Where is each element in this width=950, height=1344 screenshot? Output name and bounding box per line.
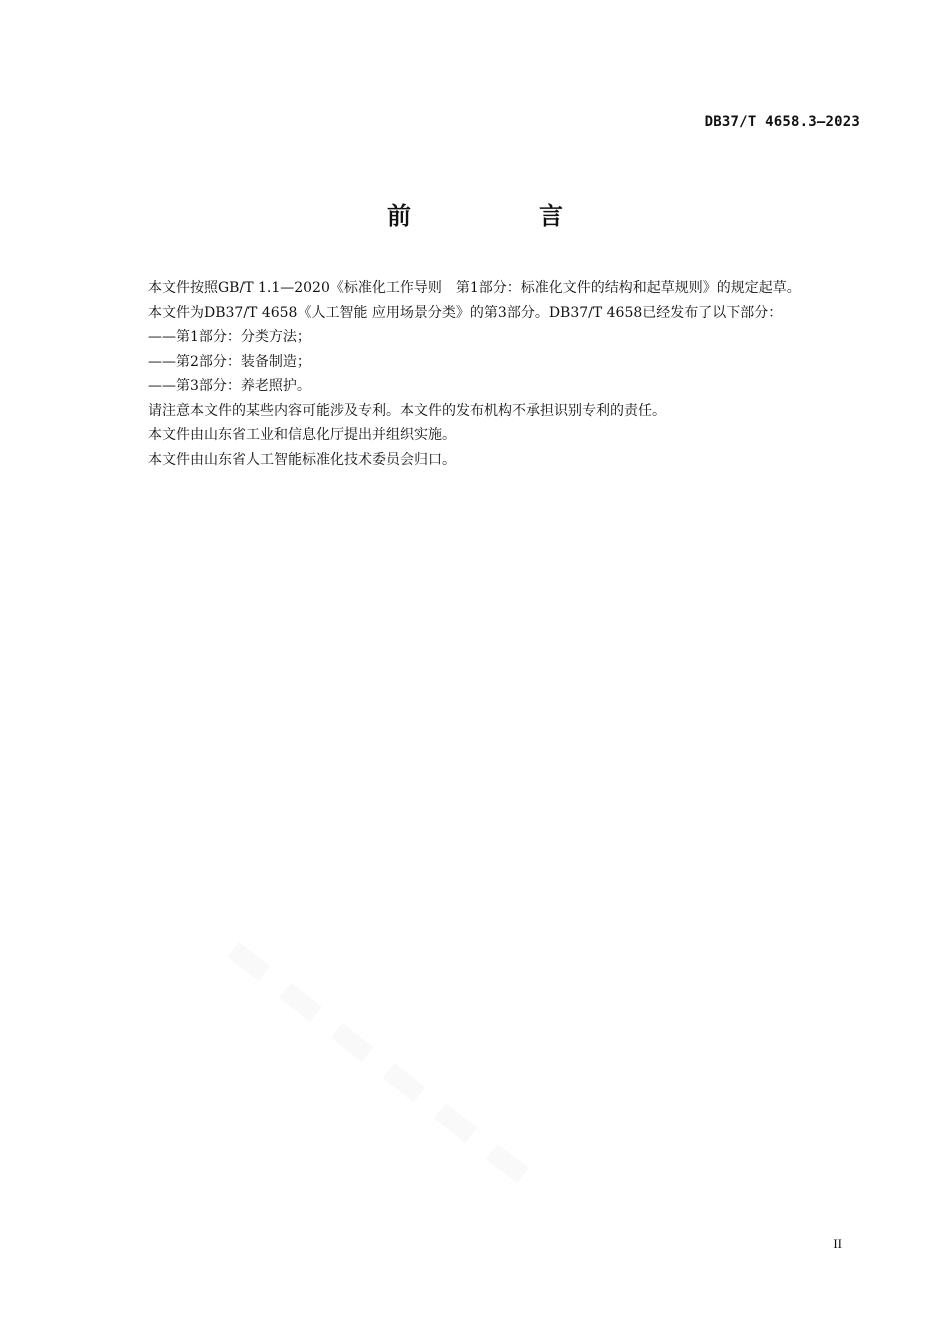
paragraph-parts-intro: 本文件为DB37/T 4658《人工智能 应用场景分类》的第3部分。DB37/T 4658已经发布了以下部分： — [148, 304, 783, 321]
list-item-part-2: ——第2部分：装备制造； — [148, 353, 311, 370]
document-code: DB37/T 4658.3—2023 — [704, 114, 860, 130]
paragraph-patent-notice: 请注意本文件的某些内容可能涉及专利。本文件的发布机构不承担识别专利的责任。 — [148, 402, 666, 419]
paragraph-proposer: 本文件由山东省工业和信息化厅提出并组织实施。 — [148, 427, 456, 443]
preface-body — [113, 276, 860, 472]
page-number: II — [833, 1236, 842, 1251]
list-item-part-3: ——第3部分：养老照护。 — [148, 378, 311, 394]
list-item-part-1: ——第1部分：分类方法； — [148, 329, 311, 345]
page-title: 前 言 — [387, 202, 615, 230]
paragraph-committee: 本文件由山东省人工智能标准化技术委员会归口。 — [148, 451, 456, 468]
paragraph-drafting-rules: 本文件按照GB/T 1.1—2020《标准化工作导则 第1部分：标准化文件的结构和起草规则》的规定起草。 — [148, 280, 801, 296]
faint-watermark — [213, 920, 691, 1312]
